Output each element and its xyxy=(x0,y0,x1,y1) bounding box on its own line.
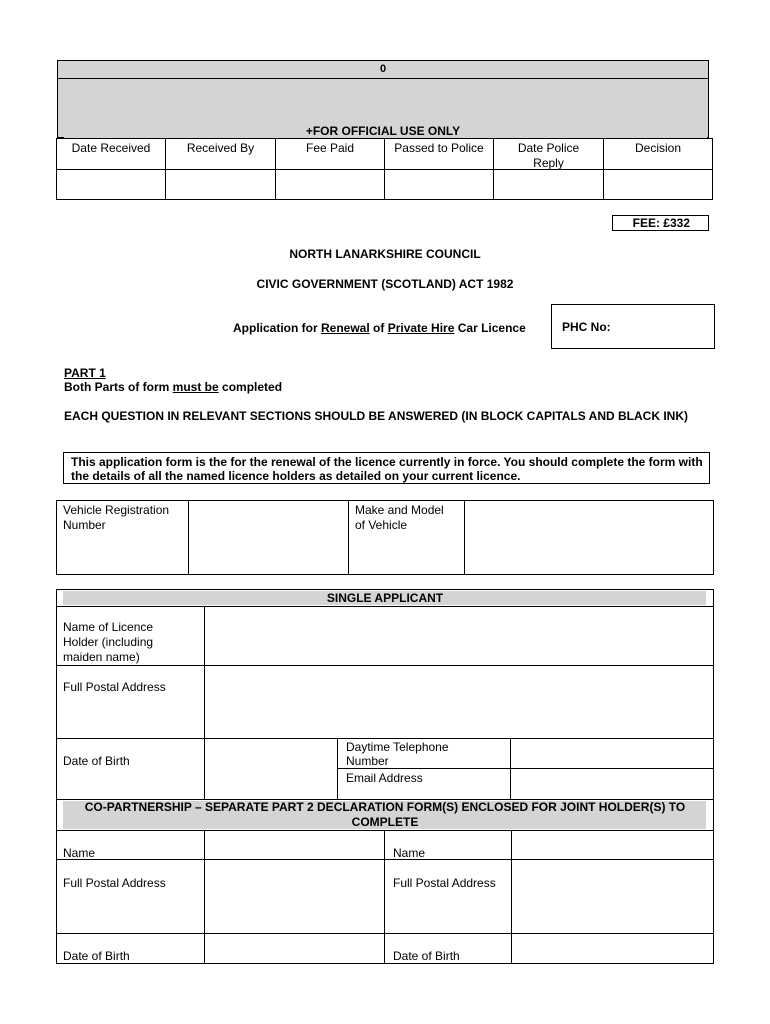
name-right-label-cell: Name xyxy=(384,830,512,860)
col-header: Date Police Reply xyxy=(493,138,604,170)
dob-left-label-cell: Date of Birth xyxy=(56,933,205,964)
name-label-cell: Name of Licence Holder (including maiden name) xyxy=(56,606,205,666)
block-capitals-instruction: EACH QUESTION IN RELEVANT SECTIONS SHOULD BE ANSWERED (IN BLOCK CAPITALS AND BLACK INK) xyxy=(64,409,689,423)
council-title: NORTH LANARKSHIRE COUNCIL xyxy=(289,247,481,261)
col-header: Date Received xyxy=(56,138,166,170)
vehicle-registration-label-cell: Vehicle Registration Number xyxy=(56,500,189,575)
name-left-label-cell: Name xyxy=(56,830,205,860)
address-label-cell: Full Postal Address xyxy=(56,665,205,739)
address-right-label-cell: Full Postal Address xyxy=(384,859,512,934)
licence-holder-name-field[interactable] xyxy=(204,606,714,666)
passed-to-police-field[interactable] xyxy=(384,169,494,200)
address-left-label-cell: Full Postal Address xyxy=(56,859,205,934)
act-title: CIVIC GOVERNMENT (SCOTLAND) ACT 1982 xyxy=(256,277,514,291)
part1-instruction: Both Parts of form must be completed xyxy=(64,380,283,394)
copartnership-title: CO-PARTNERSHIP – SEPARATE PART 2 DECLARATION FORM(S) ENCLOSED FOR JOINT HOLDER(S) TO COMPLETE xyxy=(84,800,686,829)
dob-label-cell: Date of Birth xyxy=(56,738,205,800)
email-address-field[interactable] xyxy=(510,768,714,800)
dob-right-label-cell: Date of Birth xyxy=(384,933,512,964)
notice-box: This application form is the for the renewal of the licence currently in force. You should complete the form with the details of all the named licence holders as detailed on your current licence. xyxy=(63,452,710,484)
date-police-reply-field[interactable] xyxy=(493,169,604,200)
date-of-birth-field[interactable] xyxy=(204,738,338,800)
received-by-field[interactable] xyxy=(165,169,276,200)
partner2-dob-field[interactable] xyxy=(511,933,714,964)
postal-address-field[interactable] xyxy=(204,665,714,739)
official-top-value: 0 xyxy=(379,63,387,75)
vehicle-registration-field[interactable] xyxy=(188,500,349,575)
partner1-address-field[interactable] xyxy=(204,859,385,934)
date-received-field[interactable] xyxy=(56,169,166,200)
fee-box: FEE: £332 xyxy=(612,215,709,231)
col-header: Decision xyxy=(603,138,713,170)
partner2-name-field[interactable] xyxy=(511,830,714,860)
phc-number-field[interactable] xyxy=(551,304,715,349)
application-title: Application for Renewal of Private Hire Car Licence xyxy=(233,321,526,335)
part1-title: PART 1 xyxy=(64,366,106,380)
partner1-dob-field[interactable] xyxy=(204,933,385,964)
col-header: Received By xyxy=(165,138,276,170)
make-model-field[interactable] xyxy=(464,500,714,575)
daytime-label-cell: Daytime Telephone Number xyxy=(337,738,511,769)
official-title: +FOR OFFICIAL USE ONLY xyxy=(305,124,461,138)
col-header: Fee Paid xyxy=(275,138,385,170)
divider xyxy=(57,78,709,79)
single-applicant-title: SINGLE APPLICANT xyxy=(326,591,444,605)
fee-paid-field[interactable] xyxy=(275,169,385,200)
decision-field[interactable] xyxy=(603,169,713,200)
make-model-label-cell: Make and Model of Vehicle xyxy=(348,500,465,575)
partner2-address-field[interactable] xyxy=(511,859,714,934)
daytime-telephone-field[interactable] xyxy=(510,738,714,769)
partner1-name-field[interactable] xyxy=(204,830,385,860)
col-header: Passed to Police xyxy=(384,138,494,170)
email-label-cell: Email Address xyxy=(337,768,511,800)
phc-label: PHC No: xyxy=(562,320,611,334)
